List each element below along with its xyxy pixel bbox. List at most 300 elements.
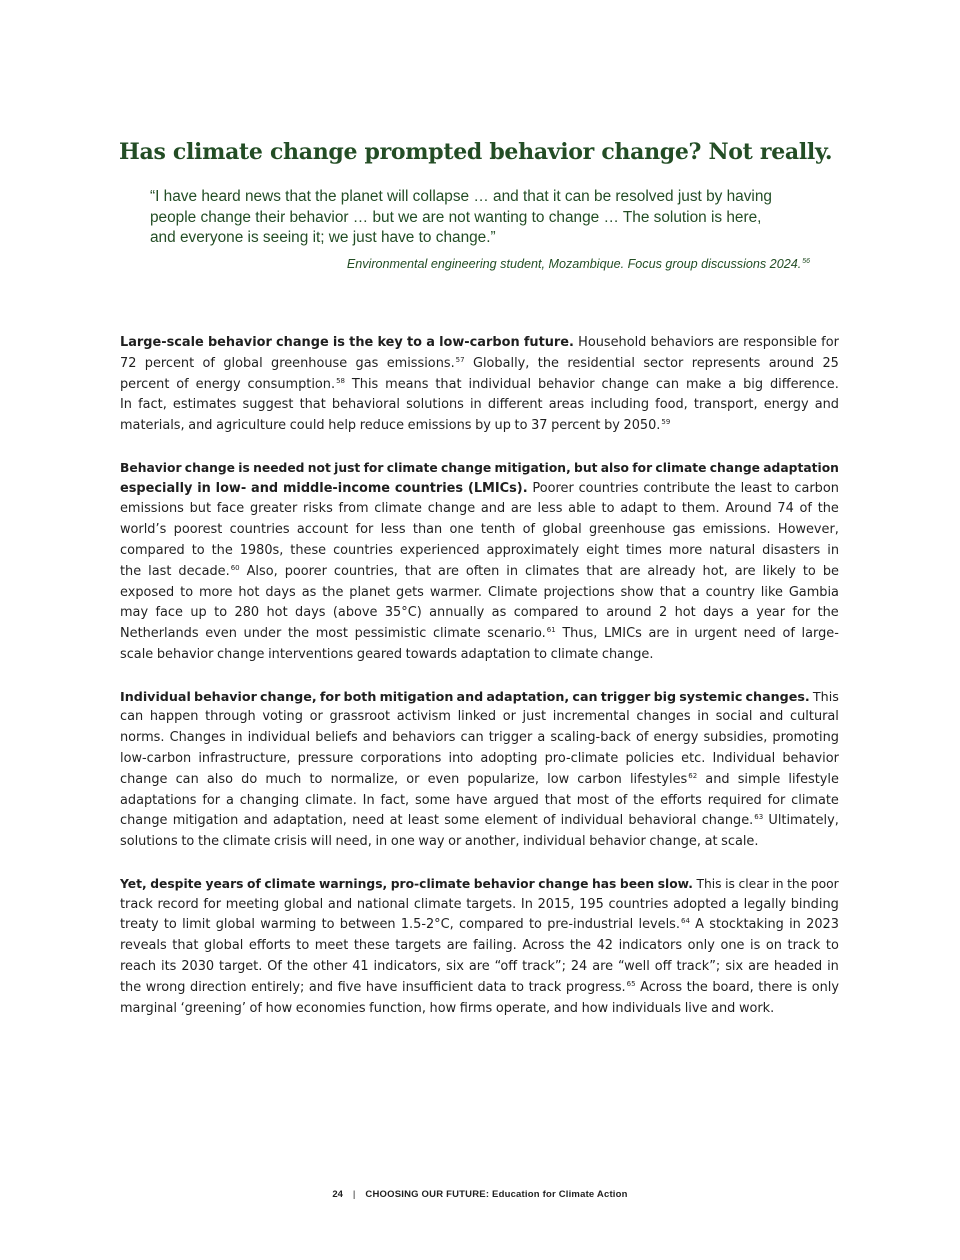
word: subsidies, (703, 730, 768, 746)
word: solutions (120, 834, 178, 850)
word: individual (523, 834, 586, 850)
footnote-ref: 60 (230, 563, 240, 572)
word: adaptation (763, 460, 839, 475)
word: the (286, 958, 309, 974)
word: change (709, 460, 760, 475)
word: in (230, 730, 243, 746)
word: adopting (480, 750, 538, 766)
text-line (120, 458, 839, 479)
word: have (455, 792, 488, 808)
word: Globally, (472, 355, 530, 371)
word: another, (464, 834, 520, 850)
word: 37 (531, 418, 548, 434)
word: climate (550, 646, 599, 662)
word: and (711, 1000, 736, 1016)
word: in (827, 542, 839, 558)
word: can (655, 376, 680, 392)
word: only (687, 938, 715, 954)
word: stocktaking (709, 917, 784, 933)
word: change (601, 376, 649, 392)
word: that (404, 563, 432, 579)
word: of (782, 626, 795, 642)
word: to (514, 418, 528, 434)
word: of (522, 522, 536, 538)
word: just (522, 709, 547, 725)
word: and (251, 480, 279, 496)
word: these (290, 542, 327, 558)
word: cultural (790, 709, 839, 725)
word: 2023 (806, 917, 839, 933)
word: to (585, 605, 599, 621)
word: of (247, 876, 261, 891)
word: to (407, 335, 423, 350)
word: Around (725, 501, 772, 517)
word: reach (120, 958, 157, 974)
paragraph (120, 458, 839, 666)
word: the (120, 979, 142, 995)
word: levels. (638, 917, 680, 933)
word: can (572, 688, 598, 704)
word: targets. (466, 896, 517, 912)
word: track”; (676, 958, 721, 974)
word: gas (672, 522, 696, 538)
word: promoting (772, 730, 839, 746)
word: less (537, 501, 563, 517)
word: individuals (611, 1000, 682, 1016)
word: climate. (305, 792, 357, 808)
word: years (205, 876, 244, 891)
word: that (299, 397, 326, 413)
word-with-ref (178, 562, 239, 583)
word: to (214, 605, 228, 621)
word: indicators (618, 938, 683, 954)
word: changes (636, 709, 691, 725)
word: incremental (552, 709, 630, 725)
quote-line: and everyone is seeing it; we just have to change.” (150, 229, 496, 246)
word: the (633, 792, 655, 808)
word: through (205, 709, 256, 725)
word: clear (738, 876, 769, 891)
word: are (748, 958, 769, 974)
word: low-carbon (439, 335, 520, 350)
word: Climate (487, 584, 538, 600)
word-with-ref (566, 978, 636, 999)
word-with-ref (248, 375, 345, 396)
word: marginal (120, 1000, 177, 1016)
text-line (120, 687, 839, 708)
word: mitigation (172, 813, 239, 829)
word: energy (195, 376, 241, 392)
word: lifestyle (788, 771, 839, 787)
word: climate (413, 896, 462, 912)
word: This (696, 876, 722, 891)
word: agriculture (216, 418, 287, 434)
word: that (586, 563, 613, 579)
word: in (827, 958, 839, 974)
word: or (406, 771, 420, 787)
word: are (592, 958, 614, 974)
word: including (590, 397, 650, 413)
word: to (511, 979, 525, 995)
word: be (822, 563, 839, 579)
word: Individual (120, 688, 191, 704)
word: often (465, 563, 500, 579)
word: account (296, 522, 349, 538)
paragraph (120, 333, 839, 437)
word: may (120, 605, 149, 621)
word: change (184, 460, 236, 475)
word: and (243, 813, 268, 829)
word: needed (253, 460, 305, 475)
word: scenario. (487, 626, 546, 642)
word: economies (295, 1000, 366, 1016)
word: record (157, 896, 199, 912)
word: pre-industrial (547, 917, 634, 933)
body-text (120, 333, 839, 1040)
word: between (339, 917, 396, 933)
word: behavior (782, 750, 839, 766)
word: can (460, 730, 484, 746)
word: one (720, 938, 745, 954)
word-with-ref (639, 915, 690, 936)
quote-line: people change their behavior … but we are not wanting to change … The solution is here, (150, 208, 762, 226)
word: most (315, 626, 348, 642)
word: especially (120, 480, 193, 496)
word: normalize, (330, 771, 399, 787)
word: days (703, 605, 734, 621)
word: firms (459, 1000, 493, 1016)
word: 25 (822, 355, 839, 371)
page-number: 24 (332, 1189, 343, 1200)
word: future. (523, 335, 574, 350)
footnote-ref: 58 (336, 376, 345, 385)
text-line (120, 999, 839, 1020)
text-line (120, 728, 839, 749)
word: reveals (120, 938, 167, 954)
word: scale (120, 646, 154, 662)
word: behavioral (331, 397, 400, 413)
word: of (176, 376, 189, 392)
word: This (351, 376, 379, 392)
word: but (189, 501, 212, 517)
word: make (685, 376, 722, 392)
word: and (814, 397, 839, 413)
word: greater (249, 501, 298, 517)
word: 35°C) (384, 605, 422, 621)
word: even (427, 771, 460, 787)
word: emissions. (702, 522, 771, 538)
word: slow. (657, 876, 693, 891)
word: interventions (268, 646, 354, 662)
word: five (337, 979, 362, 995)
footnote-ref: 59 (661, 418, 671, 427)
text-line (120, 874, 839, 895)
word: been (619, 876, 655, 891)
word: has (592, 876, 617, 891)
word: Also, (246, 563, 278, 579)
word: insufficient (402, 979, 473, 995)
quote-attribution-text: Environmental engineering student, Mozambique. Focus group discussions 2024. (346, 256, 802, 271)
word: days (295, 605, 326, 621)
word: beliefs (315, 730, 358, 746)
text-line (120, 499, 839, 520)
word: six (446, 958, 464, 974)
word: for (363, 460, 384, 475)
word: are (734, 563, 756, 579)
word: the (817, 501, 839, 517)
word: infrastructure, (198, 750, 291, 766)
word: from (338, 501, 369, 517)
word: a (740, 605, 749, 621)
word: more (668, 542, 703, 558)
word: to (309, 771, 323, 787)
word: least (407, 813, 439, 829)
word: a (731, 896, 739, 912)
word: middle-income (282, 480, 391, 496)
word: compared (458, 917, 524, 933)
word: towards (405, 646, 458, 662)
text-line (120, 354, 839, 375)
word: 41 (352, 958, 369, 974)
word: last (148, 563, 172, 579)
word: that (659, 584, 686, 600)
word: the (197, 834, 220, 850)
word: are (718, 335, 739, 350)
word: global (215, 917, 256, 933)
word: and (362, 730, 388, 746)
word: low-carbon (120, 750, 192, 766)
word: crisis (274, 834, 307, 850)
word: geared (356, 646, 403, 662)
text-line (120, 541, 839, 562)
word: pro-climate (390, 876, 471, 891)
word: behavior (537, 376, 595, 392)
word: way (418, 834, 445, 850)
word: change (427, 501, 476, 517)
word: 195 (579, 896, 604, 912)
word: in (789, 917, 801, 933)
word: despite (150, 876, 202, 891)
word: Household (578, 335, 647, 350)
word: like (760, 584, 783, 600)
word: and (456, 688, 484, 704)
word: for (203, 896, 222, 912)
word: scale. (721, 834, 759, 850)
word: social (715, 709, 753, 725)
word: poorer (284, 563, 327, 579)
text-line (120, 645, 839, 666)
word: climate (374, 501, 422, 517)
word: In (520, 896, 533, 912)
word: a (225, 792, 234, 808)
word: countries (333, 542, 393, 558)
word: behavior (589, 834, 646, 850)
word: different (487, 397, 543, 413)
word: the (322, 584, 344, 600)
word: one (449, 522, 474, 538)
word: carbon (577, 771, 622, 787)
text-line (120, 936, 839, 957)
word: the (120, 563, 142, 579)
word: some (415, 792, 451, 808)
word: as (301, 584, 317, 600)
text-line (120, 749, 839, 770)
word: six (725, 958, 744, 974)
word: 280 (234, 605, 260, 621)
word: need (743, 626, 776, 642)
word: is (796, 979, 808, 995)
word: that (544, 792, 571, 808)
page-title: Has climate change prompted behavior change? Not really. (119, 139, 833, 165)
word: experienced (399, 542, 480, 558)
word: and (480, 501, 506, 517)
word: by (475, 418, 491, 434)
word: contribute (643, 480, 710, 496)
word: 1.5-2°C, (400, 917, 454, 933)
footnote-ref: 65 (626, 979, 636, 988)
word: country (705, 584, 755, 600)
word: in (772, 876, 784, 891)
word: most (576, 792, 609, 808)
text-line (120, 562, 839, 583)
word: direction (190, 979, 247, 995)
word: off (654, 958, 672, 974)
text-line (120, 915, 839, 936)
word: global (204, 938, 244, 954)
word: changing (239, 792, 300, 808)
word: to (163, 917, 177, 933)
word: Of (267, 958, 282, 974)
word: climate (386, 460, 438, 475)
word: are (438, 563, 459, 579)
word: element (484, 813, 538, 829)
word: Poorer (532, 480, 574, 496)
word: on (765, 938, 782, 954)
word: Large-scale (120, 335, 204, 350)
word: individual (468, 376, 532, 392)
word: the (714, 480, 736, 496)
word: 72 (120, 355, 137, 371)
word: also (600, 460, 629, 475)
word: adaptation, (272, 813, 347, 829)
footnote-ref: 57 (455, 355, 465, 364)
word: voting (262, 709, 303, 725)
word: to (181, 834, 195, 850)
word: of (542, 813, 556, 829)
word: represents (691, 355, 761, 371)
word: norms. (120, 730, 165, 746)
word: in (375, 834, 388, 850)
word: failing. (473, 938, 517, 954)
word: popularize, (467, 771, 539, 787)
word: around (606, 605, 652, 621)
word: However, (777, 522, 839, 538)
word: low (547, 771, 570, 787)
word: just (334, 460, 361, 475)
word: fact, (380, 792, 410, 808)
footnote-ref: 63 (754, 813, 764, 822)
word-with-ref (387, 354, 465, 375)
word: fact, (138, 397, 167, 413)
word: entirely; (251, 979, 305, 995)
word: compared (120, 542, 185, 558)
word: around (768, 355, 815, 371)
word: (above (332, 605, 378, 621)
word: legally (743, 896, 787, 912)
word: big (653, 688, 677, 704)
word: binding (790, 896, 839, 912)
word: emissions (407, 418, 472, 434)
word: track (120, 896, 153, 912)
word: corporations (360, 750, 442, 766)
word: and (188, 418, 213, 434)
word: linked (457, 709, 497, 725)
word: “well (617, 958, 650, 974)
word: tenth (480, 522, 516, 538)
word: by (604, 418, 620, 434)
word: global (542, 522, 582, 538)
word: least (740, 480, 772, 496)
word: compared (513, 605, 579, 621)
word: or (309, 709, 323, 725)
word: them. (681, 501, 720, 517)
word: suggest (242, 397, 294, 413)
word: In (362, 792, 375, 808)
word: is (725, 876, 735, 891)
word: change, (260, 688, 317, 704)
text-line (120, 707, 839, 728)
word: greenhouse (589, 522, 666, 538)
word: have (365, 979, 398, 995)
word-with-ref (630, 770, 697, 791)
word: behavior (156, 646, 214, 662)
word: countries (608, 896, 669, 912)
word: is (332, 335, 345, 350)
word: at (704, 834, 718, 850)
word: argued (493, 792, 539, 808)
word: Behavior (120, 460, 182, 475)
word: areas (548, 397, 585, 413)
word: and (553, 1000, 578, 1016)
word: some (444, 813, 480, 829)
word: face (216, 501, 245, 517)
word: other (312, 958, 348, 974)
word: hot, (702, 563, 728, 579)
word: treaty (120, 917, 159, 933)
word: for (767, 792, 786, 808)
word: global (283, 896, 324, 912)
text-line (120, 624, 839, 645)
word: is (238, 460, 250, 475)
word: board, (712, 979, 754, 995)
text-line (120, 479, 839, 500)
word: grassroot (329, 709, 391, 725)
word: 74 (777, 501, 794, 517)
word: systemic (679, 688, 743, 704)
word: 1980s, (239, 542, 284, 558)
word: materials, (120, 418, 185, 434)
word: countries, (333, 563, 398, 579)
word: LMICs (603, 626, 642, 642)
word: face (155, 605, 183, 621)
word: a (426, 335, 435, 350)
word: can (120, 709, 144, 725)
word: data (477, 979, 507, 995)
word: percent (551, 418, 601, 434)
word: lifestyles (629, 771, 688, 787)
word: exposed (120, 584, 175, 600)
word: Yet, (120, 876, 147, 891)
